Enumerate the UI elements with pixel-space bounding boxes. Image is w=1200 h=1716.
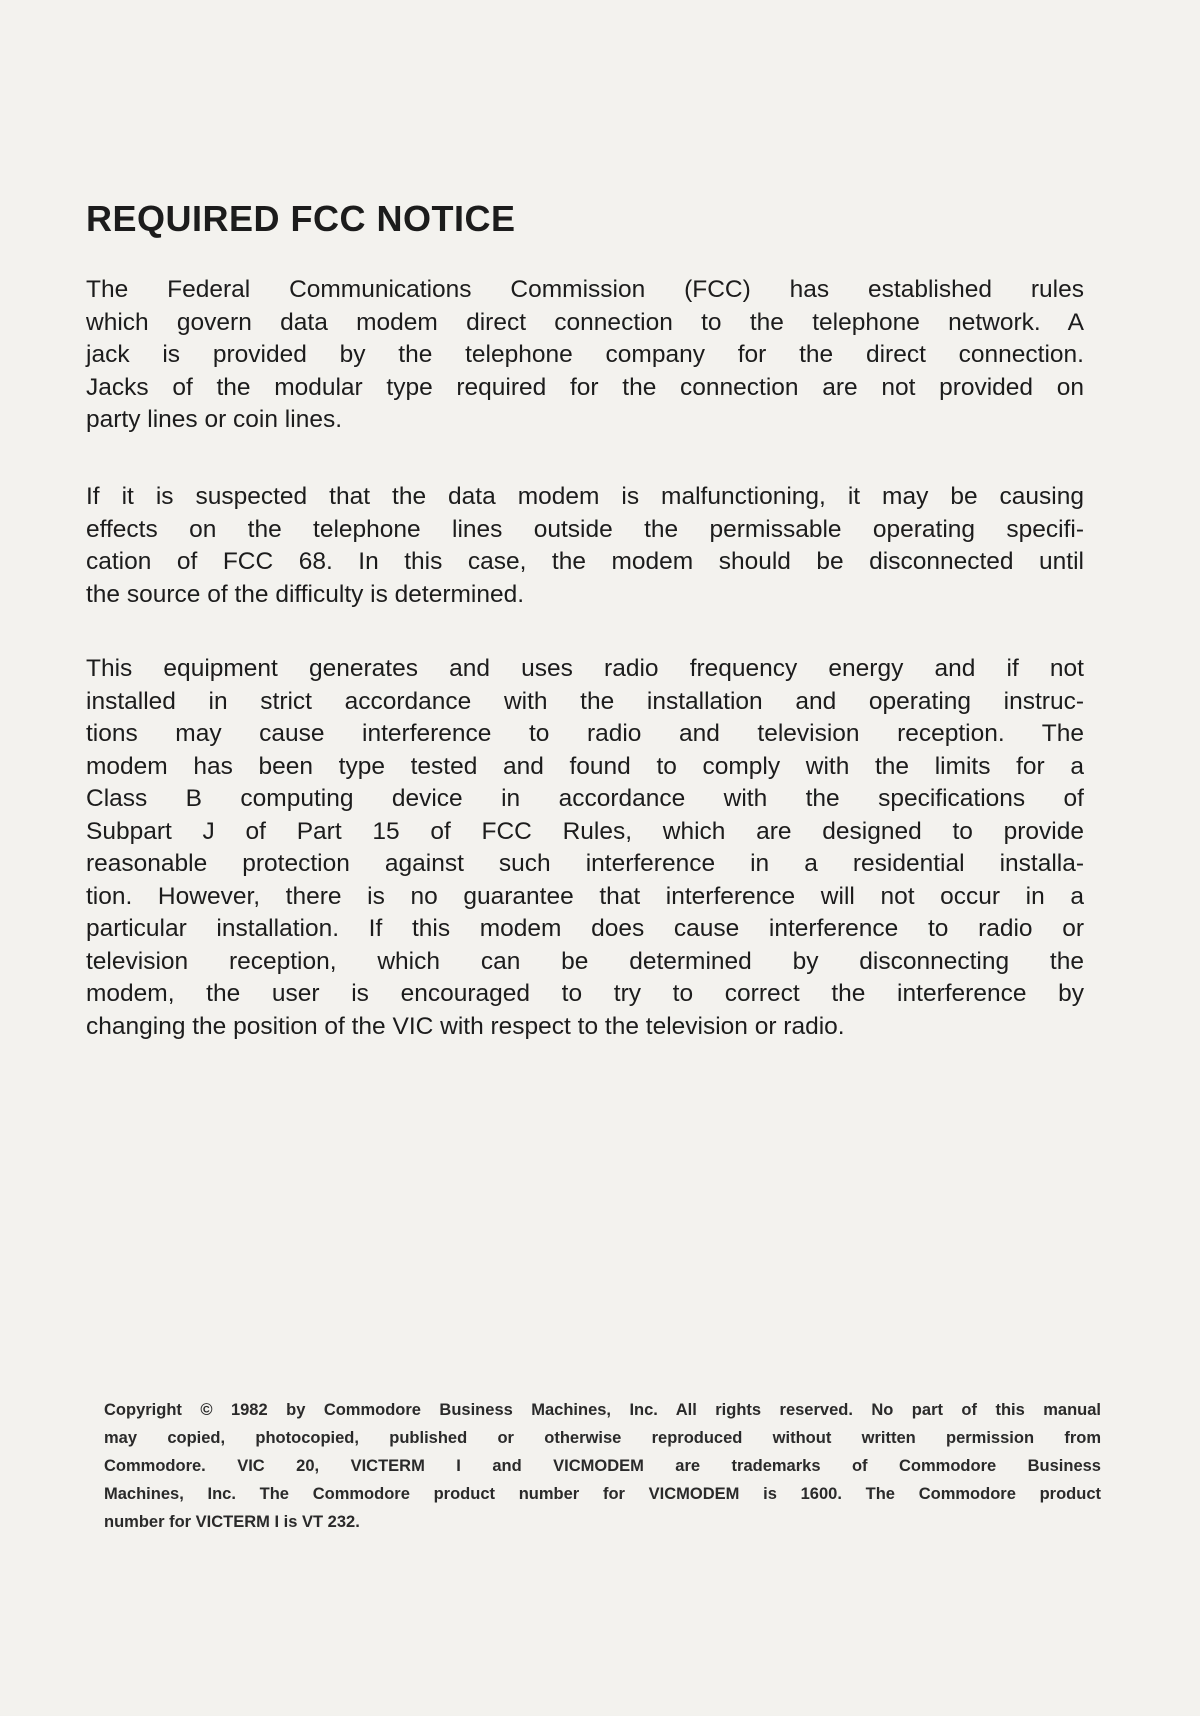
text-line: If it is suspected that the data modem is malfunctioning, it may be causing (86, 483, 1084, 510)
text-line: tion. However, there is no guarantee that interference will not occur in a (86, 882, 1084, 910)
text-line: Copyright © 1982 by Commodore Business Machines, Inc. All rights reserved. No part of this manual (104, 1401, 1101, 1419)
text-line: may copied, photocopied, published or otherwise reproduced without written permission from (104, 1429, 1101, 1447)
text-line: reasonable protection against such interference in a residential installa- (86, 850, 1084, 877)
text-line: number for VICTERM I is VT 232. (104, 1513, 360, 1531)
text-line: which govern data modem direct connection to the telephone network. A (86, 308, 1084, 336)
text-line: particular installation. If this modem does cause interference to radio or (86, 915, 1084, 942)
text-line: effects on the telephone lines outside the permissable operating specifi- (86, 515, 1084, 543)
text-line: party lines or coin lines. (86, 406, 343, 433)
text-line: Subpart J of Part 15 of FCC Rules, which are designed to provide (86, 817, 1084, 845)
text-line: Commodore. VIC 20, VICTERM I and VICMODEM are trademarks of Commodore Business (104, 1457, 1101, 1475)
text-line: modem, the user is encouraged to try to correct the interference by (86, 980, 1084, 1007)
text-line: installed in strict accordance with the installation and operating instruc- (86, 687, 1084, 715)
text-line: changing the position of the VIC with respect to the television or radio. (86, 1012, 845, 1040)
text-line: television reception, which can be determined by disconnecting the (86, 947, 1084, 975)
copyright-notice (104, 1396, 1101, 1536)
text-line: modem has been type tested and found to comply with the limits for a (86, 752, 1084, 780)
text-line: Machines, Inc. The Commodore product number for VICMODEM is 1600. The Commodore product (104, 1485, 1101, 1503)
text-line: jack is provided by the telephone company for the direct connection. (86, 341, 1084, 368)
page-title: REQUIRED FCC NOTICE (86, 198, 516, 239)
text-line: tions may cause interference to radio and television reception. The (86, 720, 1084, 747)
text-line: cation of FCC 68. In this case, the modem should be disconnected until (86, 548, 1084, 575)
text-line: the source of the difficulty is determined. (86, 580, 525, 608)
text-line: Jacks of the modular type required for the connection are not provided on (86, 373, 1084, 401)
paragraph-interference (86, 653, 1084, 1043)
paragraph-malfunction (86, 481, 1084, 611)
text-line: Class B computing device in accordance with the specifications of (86, 785, 1084, 812)
paragraph-fcc-rules (86, 274, 1084, 437)
text-line: This equipment generates and uses radio frequency energy and if not (86, 655, 1084, 682)
text-line: The Federal Communications Commission (FCC) has established rules (86, 276, 1084, 303)
